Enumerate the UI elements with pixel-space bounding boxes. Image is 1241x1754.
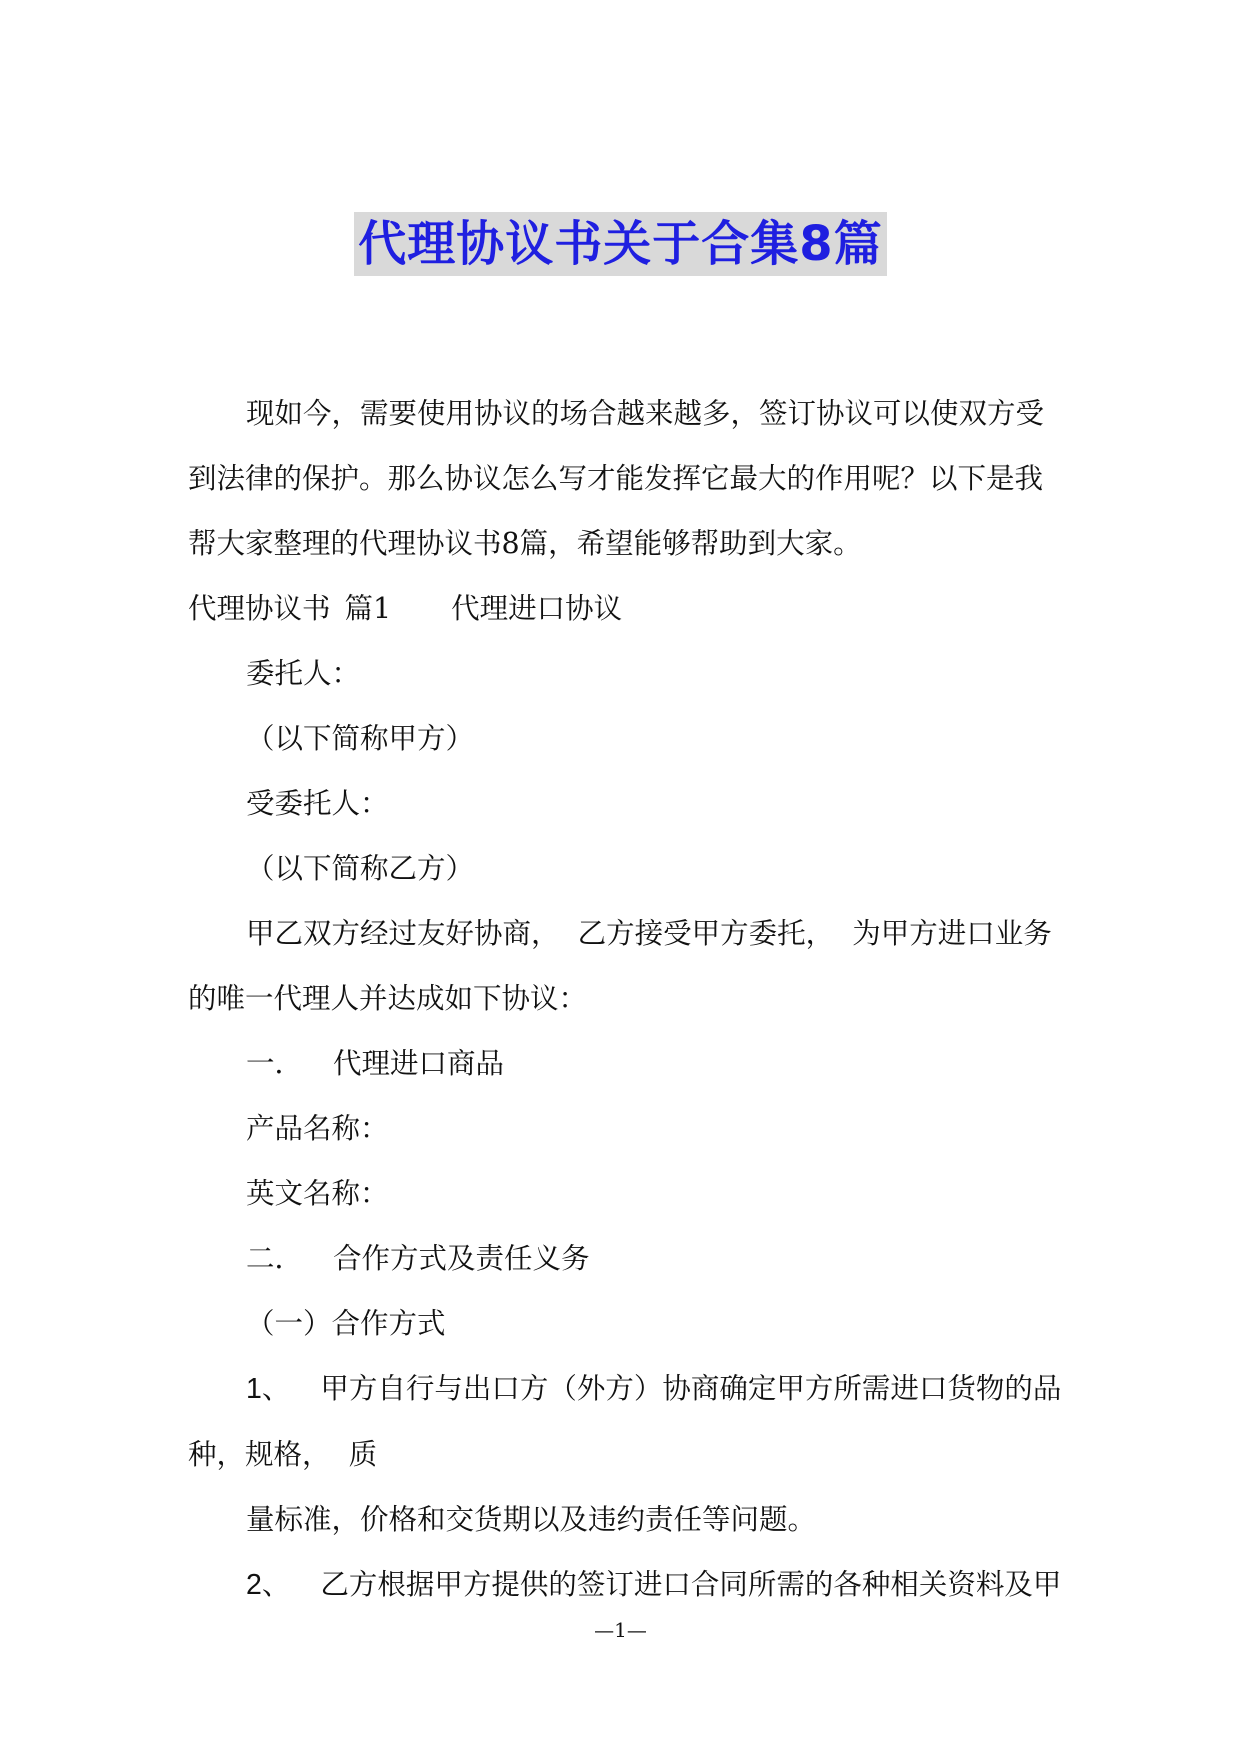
section-heading-right: 代理进口协议 [451, 592, 623, 625]
subsection-1: （一）合作方式 [246, 1307, 446, 1340]
intro-line-1: 现如今，需要使用协议的场合越来越多，签订协议可以使双方受 [246, 397, 1045, 430]
clause-1 [188, 1356, 1068, 1422]
product-name-line: 产品名称： [246, 1112, 389, 1145]
clause-1-number: 1、 [246, 1373, 291, 1405]
agreement-line-2: 的唯一代理人并达成如下协议： [188, 982, 588, 1015]
intro-line-3: 帮大家整理的代理协议书8篇，希望能够帮助到大家。 [188, 527, 862, 560]
item-1-text: 代理进口商品 [333, 1047, 505, 1080]
title-wrap [0, 212, 1241, 276]
item-1 [188, 1031, 1068, 1096]
clause-1-text: 甲方自行与出口方（外方）协商确定甲方所需进口货物的品 [320, 1372, 1062, 1405]
english-name-line: 英文名称： [246, 1177, 389, 1210]
document-title: 代理协议书关于合集8篇 [354, 212, 886, 276]
item-2-text: 合作方式及责任义务 [333, 1242, 590, 1275]
clause-1-continuation-2: 量标准，价格和交货期以及违约责任等问题。 [246, 1503, 817, 1536]
clause-2 [188, 1552, 1068, 1618]
consignor-line: 委托人： [246, 657, 361, 690]
agreement-line-1: 甲乙双方经过友好协商， 乙方接受甲方委托， 为甲方进口业务 [246, 917, 1052, 950]
item-2 [188, 1226, 1068, 1291]
clause-2-number: 2、 [246, 1569, 291, 1601]
section-heading-number: 篇1 [344, 592, 392, 625]
clause-2-text: 乙方根据甲方提供的签订进口合同所需的各种相关资料及甲 [320, 1568, 1062, 1601]
consignee-alias-line: （以下简称乙方） [246, 852, 475, 885]
consignor-alias-line: （以下简称甲方） [246, 722, 475, 755]
consignee-line: 受委托人： [246, 787, 389, 820]
item-2-number: 二． [246, 1242, 304, 1275]
item-1-number: 一． [246, 1047, 304, 1080]
intro-line-2: 到法律的保护。那么协议怎么写才能发挥它最大的作用呢？以下是我 [188, 462, 1044, 495]
section-heading-left: 代理协议书 [188, 592, 331, 625]
page-number: —1— [594, 1618, 647, 1642]
section-heading [188, 576, 1068, 641]
document-body [188, 381, 1068, 1618]
clause-1-continuation: 种，规格， 质 [188, 1438, 378, 1471]
